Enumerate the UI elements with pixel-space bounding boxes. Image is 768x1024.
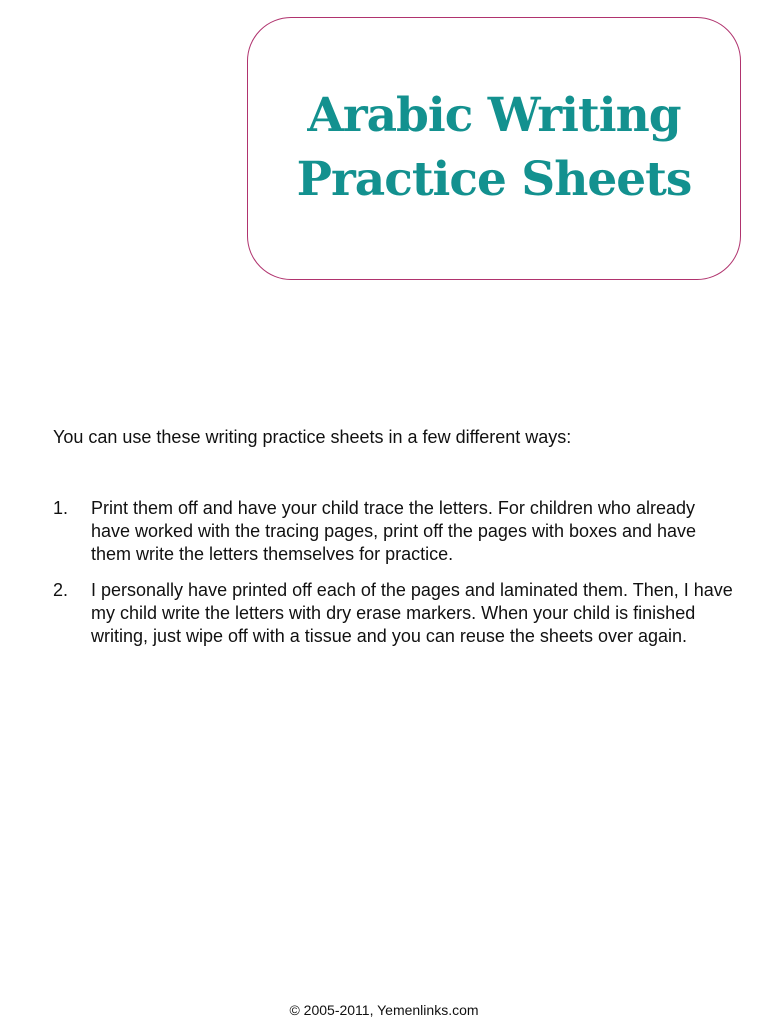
instructions-list (53, 497, 733, 648)
title-line-1: Arabic Writing (307, 88, 681, 143)
list-item (53, 497, 733, 566)
list-item-number: 1. (53, 498, 69, 518)
list-item-number: 2. (53, 580, 69, 600)
list-item (53, 579, 733, 648)
footer-copyright: © 2005-2011, Yemenlinks.com (289, 1002, 479, 1018)
title-box (247, 17, 741, 280)
intro-text: You can use these writing practice sheets in a few different ways: (53, 427, 572, 447)
title-line-2: Practice Sheets (296, 152, 692, 207)
list-item-text: Print them off and have your child trace the letters. For children who already have worked with the tracing pages, print off the pages with boxes and have them write the letters themselves for practice. (91, 498, 697, 564)
list-item-text: I personally have printed off each of the pages and laminated them. Then, I have my child write the letters with dry erase markers. When your child is finished writing, just wipe off with a tissue and you can reuse the sheets over again. (91, 580, 733, 646)
